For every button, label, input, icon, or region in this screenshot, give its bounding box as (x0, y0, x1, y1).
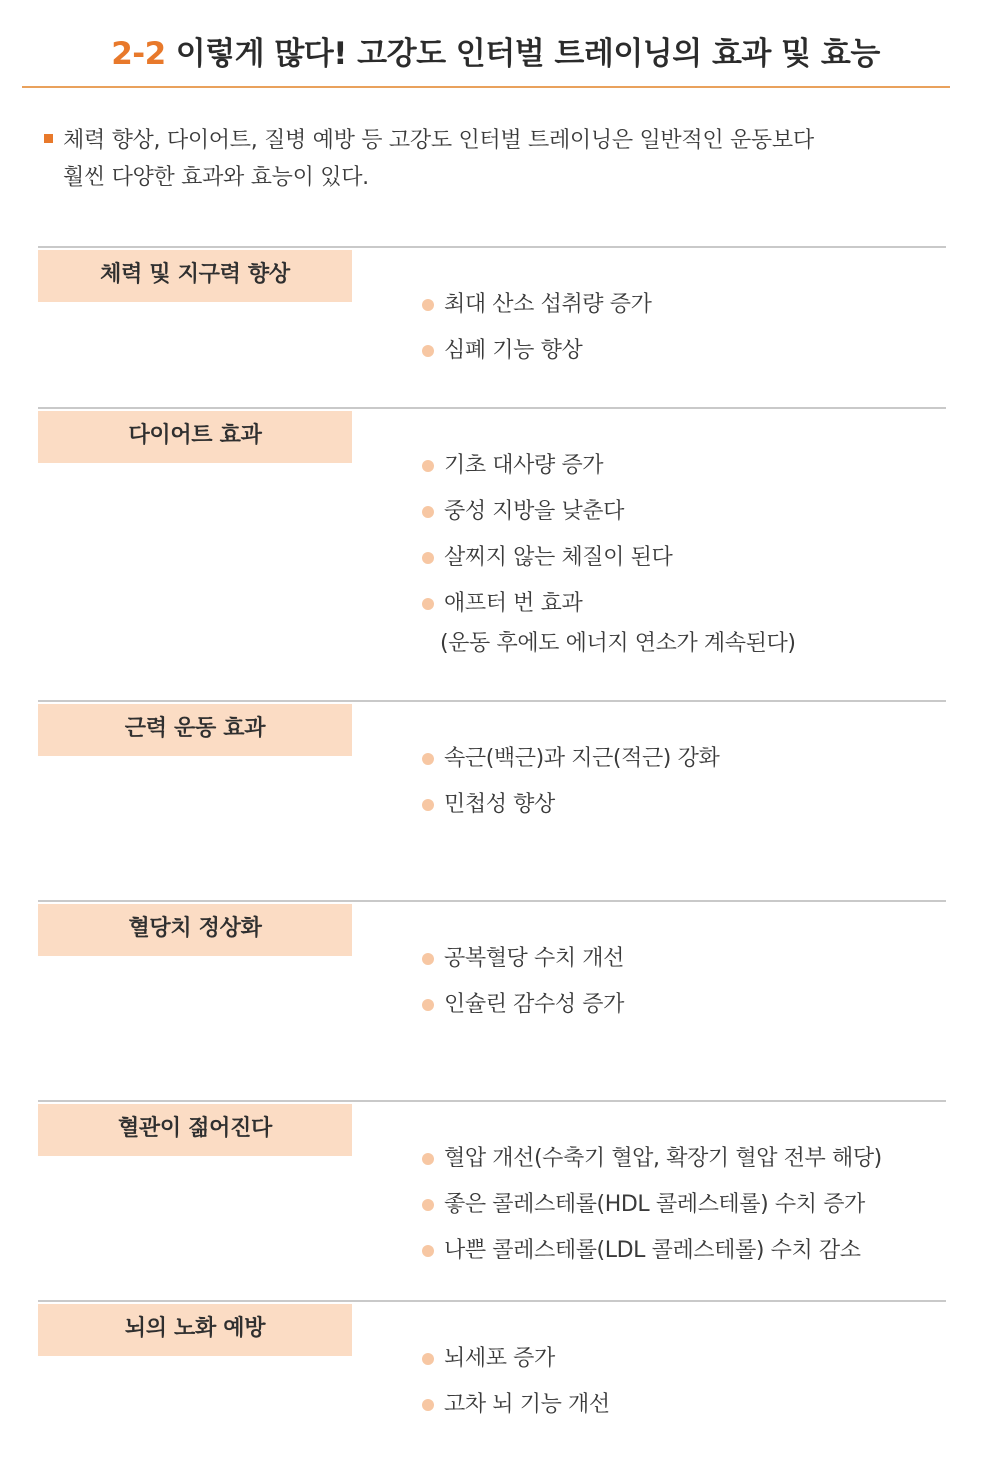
bullet-dot-icon (422, 799, 434, 811)
list-item (422, 1228, 942, 1274)
list-item-text: 혈압 개선(수축기 혈압, 확장기 혈압 전부 해당) (444, 1146, 882, 1171)
list-item (422, 1336, 942, 1382)
list-item (422, 282, 942, 328)
page-title (0, 28, 991, 73)
bullet-dot-icon (422, 460, 434, 472)
list-item-text: 민첩성 향상 (444, 792, 555, 817)
benefit-list (422, 282, 942, 374)
bullet-dot-icon (422, 953, 434, 965)
bullet-dot-icon (422, 1353, 434, 1365)
list-item-text: 뇌세포 증가 (444, 1346, 555, 1371)
list-item-text: 속근(백근)과 지근(적근) 강화 (444, 746, 720, 771)
bullet-dot-icon (422, 753, 434, 765)
list-item-text: 고차 뇌 기능 개선 (444, 1392, 610, 1417)
benefit-list (422, 936, 942, 1028)
square-bullet-icon (44, 134, 53, 143)
intro-line-1: 체력 향상, 다이어트, 질병 예방 등 고강도 인터벌 트레이닝은 일반적인 운동보다 (63, 128, 814, 153)
list-item-text: 중성 지방을 낮춘다 (444, 499, 625, 524)
benefit-list (422, 1336, 942, 1428)
bullet-dot-icon (422, 1153, 434, 1165)
bullet-dot-icon (422, 1245, 434, 1257)
benefit-list (422, 1136, 942, 1274)
section-blood-vessels (38, 1100, 946, 1263)
list-item-text: 좋은 콜레스테롤(HDL 콜레스테롤) 수치 증가 (444, 1192, 865, 1217)
benefit-list (422, 443, 942, 661)
bullet-dot-icon (422, 1399, 434, 1411)
section-brain-aging (38, 1300, 946, 1417)
section-label: 체력 및 지구력 향상 (38, 250, 352, 302)
list-item (422, 535, 942, 581)
list-item (422, 581, 942, 661)
section-label: 뇌의 노화 예방 (38, 1304, 352, 1356)
bullet-dot-icon (422, 1199, 434, 1211)
section-label: 다이어트 효과 (38, 411, 352, 463)
bullet-dot-icon (422, 999, 434, 1011)
section-number: 2-2 (111, 36, 166, 72)
list-item-text: 나쁜 콜레스테롤(LDL 콜레스테롤) 수치 감소 (444, 1238, 861, 1263)
list-item-text: 살찌지 않는 체질이 된다 (444, 545, 673, 570)
section-diet (38, 407, 946, 656)
list-item-text: 공복혈당 수치 개선 (444, 946, 625, 971)
intro-line-2: 훨씬 다양한 효과와 효능이 있다. (63, 165, 369, 190)
section-strength (38, 700, 946, 817)
section-label: 근력 운동 효과 (38, 704, 352, 756)
bullet-dot-icon (422, 345, 434, 357)
section-blood-sugar (38, 900, 946, 1017)
list-item-text: 최대 산소 섭취량 증가 (444, 292, 652, 317)
title-text: 이렇게 많다! 고강도 인터벌 트레이닝의 효과 및 효능 (175, 36, 880, 72)
bullet-dot-icon (422, 299, 434, 311)
list-item (422, 443, 942, 489)
intro-paragraph (44, 122, 924, 196)
list-item-text: 기초 대사량 증가 (444, 453, 604, 478)
bullet-dot-icon (422, 598, 434, 610)
list-item (422, 736, 942, 782)
list-item (422, 982, 942, 1028)
list-item (422, 489, 942, 535)
section-label: 혈관이 젊어진다 (38, 1104, 352, 1156)
list-item-text: 심폐 기능 향상 (444, 338, 583, 363)
list-item (422, 1182, 942, 1228)
title-divider (22, 86, 950, 88)
list-item-text: 인슐린 감수성 증가 (444, 992, 625, 1017)
section-endurance (38, 246, 946, 363)
list-item (422, 782, 942, 828)
section-label: 혈당치 정상화 (38, 904, 352, 956)
bullet-dot-icon (422, 552, 434, 564)
list-item (422, 328, 942, 374)
list-item (422, 936, 942, 982)
bullet-dot-icon (422, 506, 434, 518)
list-item (422, 1136, 942, 1182)
benefit-list (422, 736, 942, 828)
list-item-note: (운동 후에도 에너지 연소가 계속된다) (440, 631, 796, 656)
list-item-text: 애프터 번 효과 (444, 591, 583, 616)
list-item (422, 1382, 942, 1428)
